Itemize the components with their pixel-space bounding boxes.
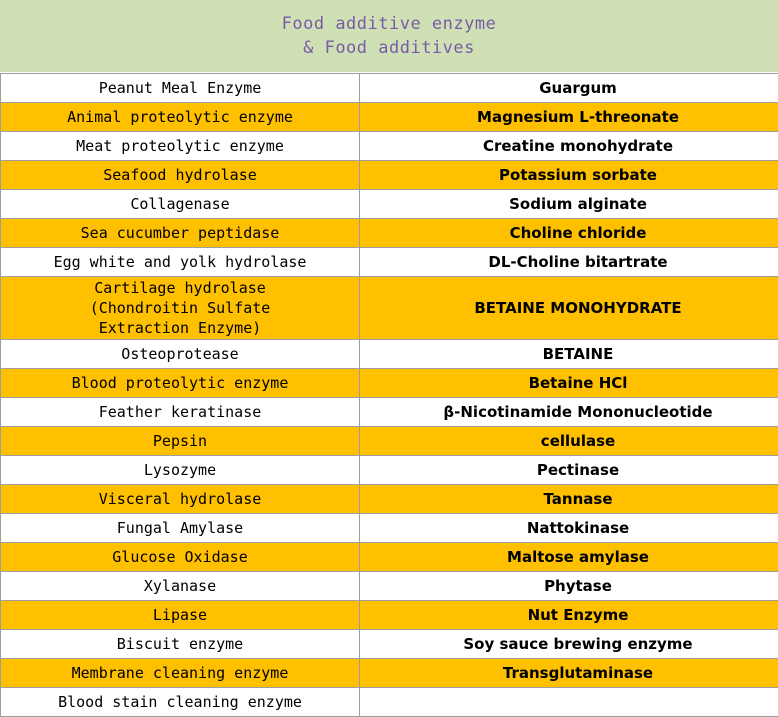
table-row bbox=[1, 398, 778, 427]
header-title-line2: & Food additives bbox=[303, 36, 475, 60]
cell-additive bbox=[360, 688, 778, 717]
header-title-line1: Food additive enzyme bbox=[282, 12, 497, 36]
cell-additive: Maltose amylase bbox=[360, 543, 778, 572]
cell-enzyme: Sea cucumber peptidase bbox=[1, 219, 360, 248]
cell-additive: cellulase bbox=[360, 427, 778, 456]
cell-enzyme: Fungal Amylase bbox=[1, 514, 360, 543]
cell-enzyme: Glucose Oxidase bbox=[1, 543, 360, 572]
cell-enzyme: Animal proteolytic enzyme bbox=[1, 103, 360, 132]
cell-enzyme: Xylanase bbox=[1, 572, 360, 601]
table-row bbox=[1, 601, 778, 630]
cell-additive: Potassium sorbate bbox=[360, 161, 778, 190]
table-row bbox=[1, 340, 778, 369]
table-row bbox=[1, 248, 778, 277]
table-row bbox=[1, 688, 778, 717]
table-row bbox=[1, 277, 778, 340]
cell-additive: Tannase bbox=[360, 485, 778, 514]
cell-additive: Sodium alginate bbox=[360, 190, 778, 219]
table-row bbox=[1, 219, 778, 248]
cell-enzyme: Peanut Meal Enzyme bbox=[1, 74, 360, 103]
cell-enzyme: Blood stain cleaning enzyme bbox=[1, 688, 360, 717]
table-row bbox=[1, 74, 778, 103]
table-row bbox=[1, 161, 778, 190]
cell-enzyme: Biscuit enzyme bbox=[1, 630, 360, 659]
cell-additive: DL-Choline bitartrate bbox=[360, 248, 778, 277]
cell-enzyme: Cartilage hydrolase (Chondroitin Sulfate Extraction Enzyme) bbox=[1, 277, 360, 340]
table-row bbox=[1, 659, 778, 688]
cell-additive: Creatine monohydrate bbox=[360, 132, 778, 161]
table-body bbox=[1, 74, 778, 717]
cell-enzyme: Membrane cleaning enzyme bbox=[1, 659, 360, 688]
cell-enzyme: Collagenase bbox=[1, 190, 360, 219]
cell-additive: BETAINE bbox=[360, 340, 778, 369]
table-row bbox=[1, 572, 778, 601]
cell-enzyme: Lipase bbox=[1, 601, 360, 630]
cell-enzyme: Lysozyme bbox=[1, 456, 360, 485]
table-row bbox=[1, 427, 778, 456]
cell-enzyme: Seafood hydrolase bbox=[1, 161, 360, 190]
cell-additive: Choline chloride bbox=[360, 219, 778, 248]
cell-enzyme: Visceral hydrolase bbox=[1, 485, 360, 514]
cell-additive: Nattokinase bbox=[360, 514, 778, 543]
cell-additive: BETAINE MONOHYDRATE bbox=[360, 277, 778, 340]
cell-additive: β-Nicotinamide Mononucleotide bbox=[360, 398, 778, 427]
cell-additive: Nut Enzyme bbox=[360, 601, 778, 630]
cell-additive: Pectinase bbox=[360, 456, 778, 485]
cell-additive: Guargum bbox=[360, 74, 778, 103]
cell-enzyme: Pepsin bbox=[1, 427, 360, 456]
table-row bbox=[1, 514, 778, 543]
cell-additive: Phytase bbox=[360, 572, 778, 601]
table-row bbox=[1, 132, 778, 161]
cell-enzyme: Egg white and yolk hydrolase bbox=[1, 248, 360, 277]
cell-enzyme: Osteoprotease bbox=[1, 340, 360, 369]
cell-additive: Soy sauce brewing enzyme bbox=[360, 630, 778, 659]
table-row bbox=[1, 485, 778, 514]
table-row bbox=[1, 456, 778, 485]
table-row bbox=[1, 369, 778, 398]
table-row bbox=[1, 543, 778, 572]
cell-additive: Transglutaminase bbox=[360, 659, 778, 688]
table-row bbox=[1, 630, 778, 659]
cell-enzyme: Meat proteolytic enzyme bbox=[1, 132, 360, 161]
enzyme-additive-table bbox=[0, 73, 778, 717]
table-row bbox=[1, 103, 778, 132]
cell-additive: Magnesium L-threonate bbox=[360, 103, 778, 132]
table-row bbox=[1, 190, 778, 219]
cell-additive: Betaine HCl bbox=[360, 369, 778, 398]
cell-enzyme: Blood proteolytic enzyme bbox=[1, 369, 360, 398]
cell-enzyme: Feather keratinase bbox=[1, 398, 360, 427]
document-header bbox=[0, 0, 778, 73]
